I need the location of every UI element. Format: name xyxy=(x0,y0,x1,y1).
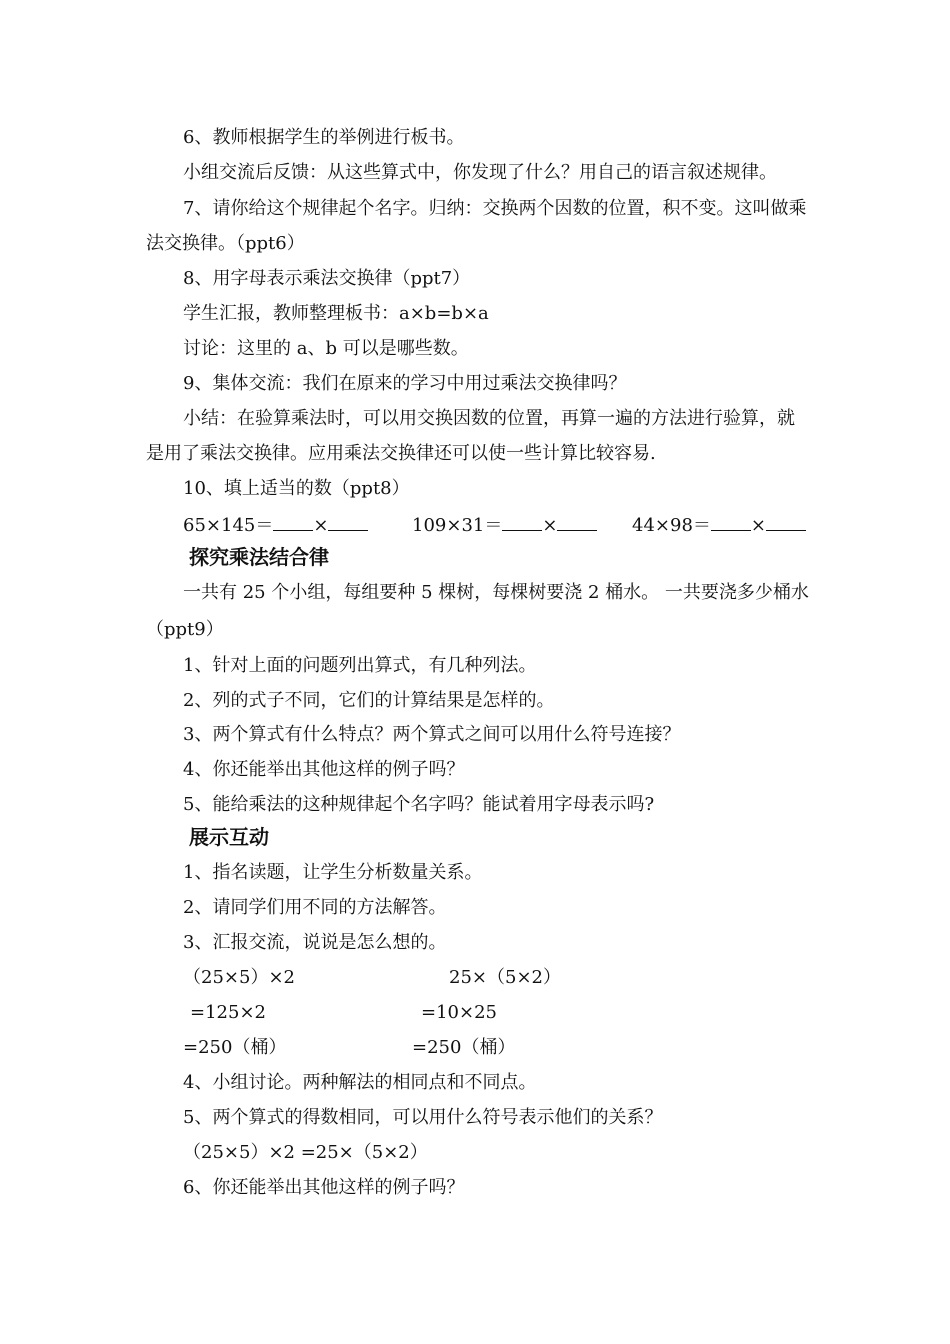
list-item: 5、能给乘法的这种规律起个名字吗？能试着用字母表示吗? xyxy=(183,794,655,815)
paragraph: 是用了乘法交换律。应用乘法交换律还可以使一些计算比较容易. xyxy=(146,443,656,464)
list-item: 1、针对上面的问题列出算式，有几种列法。 xyxy=(183,655,537,676)
fill-blank-item xyxy=(632,512,806,538)
paragraph: 法交换律。（ppt6） xyxy=(146,233,305,254)
fill-blank-item xyxy=(412,512,597,538)
blank-line xyxy=(502,512,542,531)
calc-step: （25×5）×2 xyxy=(183,967,295,988)
section-heading: 展示互动 xyxy=(189,825,269,849)
blank-line xyxy=(273,512,313,531)
paragraph: 小组交流后反馈：从这些算式中，你发现了什么？用自己的语言叙述规律。 xyxy=(183,162,777,183)
paragraph: 6、教师根据学生的举例进行板书。 xyxy=(183,127,465,148)
fill-blank-item xyxy=(183,512,368,538)
times-sign: × xyxy=(542,515,558,536)
blank-line xyxy=(766,512,806,531)
fill-expression: 65×145＝ xyxy=(183,515,274,536)
list-item: 6、你还能举出其他这样的例子吗？ xyxy=(183,1177,465,1198)
equation: （25×5）×2 =25×（5×2） xyxy=(183,1142,428,1163)
times-sign: × xyxy=(750,515,766,536)
blank-line xyxy=(557,512,597,531)
calc-step: 25×（5×2） xyxy=(449,967,561,988)
list-item: 5、两个算式的得数相同，可以用什么符号表示他们的关系？ xyxy=(183,1107,663,1128)
paragraph: 10、填上适当的数（ppt8） xyxy=(183,478,410,499)
paragraph: 9、集体交流：我们在原来的学习中用过乘法交换律吗？ xyxy=(183,373,627,394)
paragraph: 小结：在验算乘法时，可以用交换因数的位置，再算一遍的方法进行验算，就 xyxy=(183,408,795,429)
paragraph: （ppt9） xyxy=(146,619,224,640)
paragraph: 8、用字母表示乘法交换律（ppt7） xyxy=(183,268,471,289)
times-sign: × xyxy=(313,515,329,536)
paragraph: 一共有 25 个小组，每组要种 5 棵树，每棵树要浇 2 桶水。 一共要浇多少桶水 xyxy=(183,582,809,603)
calc-step: =10×25 xyxy=(421,1002,497,1023)
calc-step: =250（桶） xyxy=(183,1037,287,1058)
fill-expression: 44×98＝ xyxy=(632,515,711,536)
list-item: 2、列的式子不同，它们的计算结果是怎样的。 xyxy=(183,690,555,711)
section-heading: 探究乘法结合律 xyxy=(189,545,329,569)
fill-expression: 109×31＝ xyxy=(412,515,503,536)
blank-line xyxy=(328,512,368,531)
paragraph: 讨论：这里的 a、b 可以是哪些数。 xyxy=(183,338,469,359)
list-item: 3、汇报交流，说说是怎么想的。 xyxy=(183,932,447,953)
list-item: 1、指名读题，让学生分析数量关系。 xyxy=(183,862,483,883)
list-item: 4、你还能举出其他这样的例子吗？ xyxy=(183,759,465,780)
calc-step: =250（桶） xyxy=(412,1037,516,1058)
paragraph: 学生汇报，教师整理板书：a×b=b×a xyxy=(183,303,489,324)
list-item: 3、两个算式有什么特点？两个算式之间可以用什么符号连接？ xyxy=(183,724,681,745)
list-item: 4、小组讨论。两种解法的相同点和不同点。 xyxy=(183,1072,537,1093)
calc-step: =125×2 xyxy=(190,1002,266,1023)
paragraph: 7、请你给这个规律起个名字。归纳：交换两个因数的位置，积不变。这叫做乘 xyxy=(183,198,807,219)
list-item: 2、请同学们用不同的方法解答。 xyxy=(183,897,447,918)
blank-line xyxy=(711,512,751,531)
